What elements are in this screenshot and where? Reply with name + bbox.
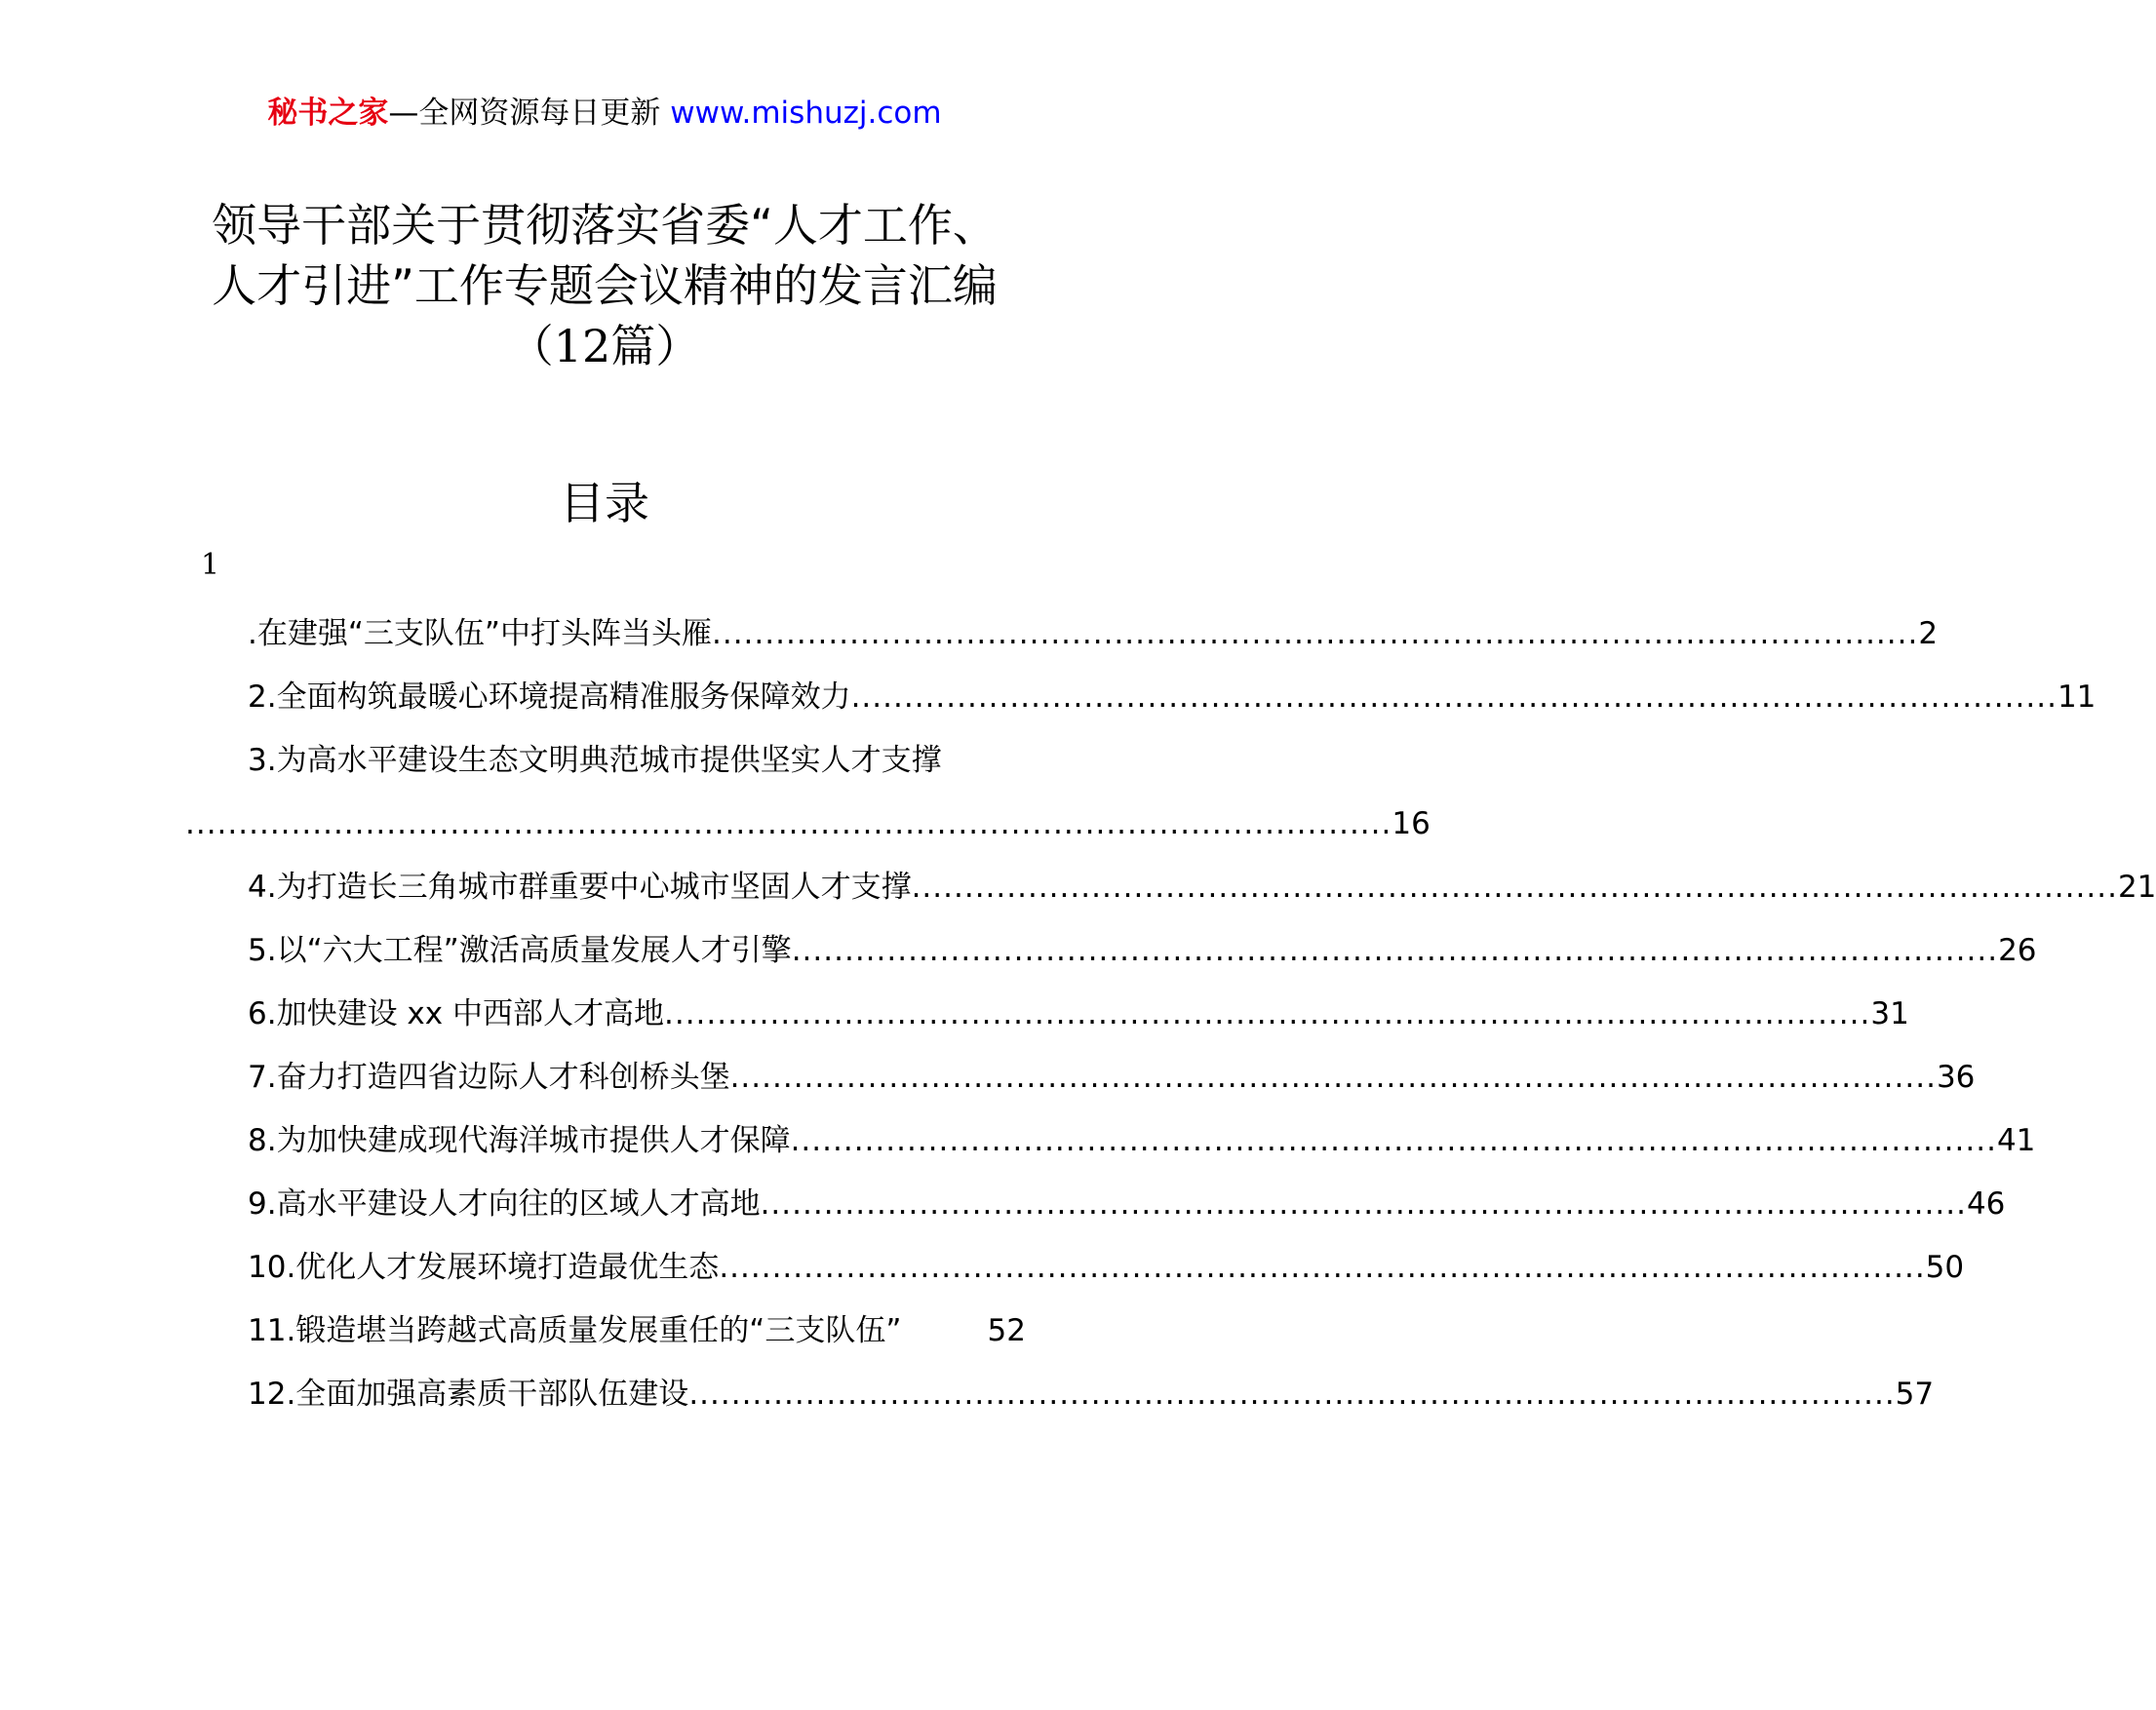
title-paren-open: （ <box>508 320 554 372</box>
toc-entry-text: 2.全面构筑最暖心环境提高精准服务保障效力 <box>248 680 851 715</box>
toc-page-number: 46 <box>1966 1186 2006 1222</box>
toc-heading: 目录 <box>560 477 649 529</box>
brand-name: 秘书之家 <box>267 96 389 131</box>
site-url-link[interactable]: www.mishuzj.com <box>670 96 942 131</box>
toc-lone-number: 1 <box>201 548 220 582</box>
toc-page-number: 31 <box>1870 996 1909 1031</box>
toc-entry-text: 3.为高水平建设生态文明典范城市提供坚实人才支撑 <box>248 743 942 778</box>
toc-entry-text: 9.高水平建设人才向往的区域人才高地 <box>248 1186 761 1222</box>
toc-entry-12[interactable] <box>185 1363 1935 1426</box>
toc-page-number: 11 <box>2057 680 2097 715</box>
toc-leader-dots: .................................................................................................................. <box>663 996 1871 1031</box>
toc-leader-dots: .................................................................................................................. <box>688 1377 1896 1412</box>
toc-leader-dots: .................................................................................................................. <box>791 933 1999 968</box>
toc-entry-8[interactable] <box>185 1109 2036 1173</box>
toc-leader-dots: .................................................................................................................. <box>850 680 2058 715</box>
toc-entry-text: 11.锻造堪当跨越式高质量发展重任的“三支队伍” <box>248 1313 902 1348</box>
toc-leader-dots: .................................................................................................................. <box>711 616 1919 651</box>
title-line-3 <box>117 316 1092 376</box>
toc-page-number: 52 <box>987 1313 1026 1348</box>
toc-entry-text: 7.奋力打造四省边际人才科创桥头堡 <box>248 1060 730 1095</box>
toc-entry-3[interactable] <box>185 729 1026 793</box>
toc-entry-text: 5.以“六大工程”激活高质量发展人才引擎 <box>248 933 792 968</box>
toc-entry-2[interactable] <box>185 666 2097 729</box>
toc-page-number: 2 <box>1918 616 1939 651</box>
toc-entry-6[interactable] <box>185 983 1909 1046</box>
toc-entry-9[interactable] <box>185 1173 2006 1236</box>
table-of-contents <box>185 602 2156 1426</box>
title-line-2: 人才引进”工作专题会议精神的发言汇编 <box>212 259 998 312</box>
toc-entry-text: .在建强“三支队伍”中打头阵当头雁 <box>248 616 712 651</box>
toc-entry-text: 8.为加快建成现代海洋城市提供人才保障 <box>248 1123 791 1158</box>
toc-entry-text: 10.优化人才发展环境打造最优生态 <box>248 1250 720 1285</box>
toc-leader-dots: .................................................................................................................. <box>911 870 2118 905</box>
toc-entry-7[interactable] <box>185 1046 1976 1109</box>
toc-entry-4[interactable] <box>185 856 2156 919</box>
toc-entry-text: 4.为打造长三角城市群重要中心城市坚固人才支撑 <box>248 870 912 905</box>
toc-entry-text: 6.加快建设 xx 中西部人才高地 <box>248 996 664 1031</box>
toc-entry-5[interactable] <box>185 919 2037 983</box>
toc-page-number: 50 <box>1925 1250 1965 1285</box>
toc-leader-dots: .................................................................................................................. <box>185 806 1392 841</box>
toc-page-number: 21 <box>2117 870 2156 905</box>
toc-leader-dots: .................................................................................................................. <box>719 1250 1926 1285</box>
toc-page-number: 36 <box>1936 1060 1976 1095</box>
toc-entry-11[interactable] <box>185 1300 1026 1363</box>
toc-page-number: 26 <box>1998 933 2037 968</box>
title-paren-close: 篇） <box>610 320 701 372</box>
toc-leader-dots: .................................................................................................................. <box>760 1186 1967 1222</box>
title-line-1: 领导干部关于贯彻落实省委“人才工作、 <box>212 199 998 252</box>
toc-entry-1[interactable] <box>185 602 1939 666</box>
header-slogan: —全网资源每日更新 <box>388 96 671 131</box>
toc-leader-dots: .................................................................................................................. <box>729 1060 1937 1095</box>
toc-leader-dots: .................................................................................................................. <box>790 1123 1997 1158</box>
toc-entry-10[interactable] <box>185 1236 1965 1300</box>
document-title <box>117 195 1092 376</box>
toc-entry-3-continuation[interactable] <box>185 793 1431 856</box>
site-header <box>0 94 1209 133</box>
toc-page-number: 41 <box>1996 1123 2036 1158</box>
toc-entry-text: 12.全面加强高素质干部队伍建设 <box>248 1377 689 1412</box>
toc-page-number: 57 <box>1895 1377 1935 1412</box>
title-count: 12 <box>553 320 611 372</box>
toc-page-number: 16 <box>1392 806 1431 841</box>
